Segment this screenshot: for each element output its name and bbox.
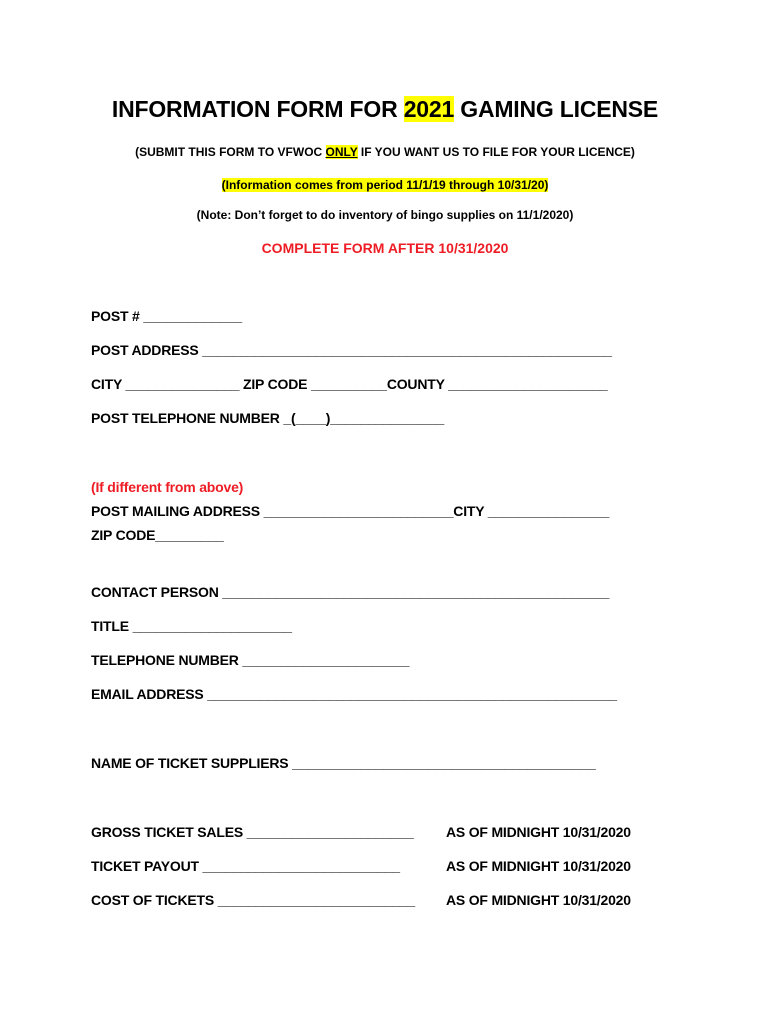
complete-form-note: COMPLETE FORM AFTER 10/31/2020 (261, 240, 509, 256)
form-title (0, 96, 770, 123)
title-suffix: GAMING LICENSE (454, 96, 659, 122)
mailing-zip-field[interactable]: ZIP CODE_________ (91, 527, 224, 543)
subtitle-suffix: IF YOU WANT US TO FILE FOR YOUR LICENCE) (357, 145, 635, 159)
post-telephone-field[interactable]: POST TELEPHONE NUMBER _(____)_______________ (91, 410, 445, 426)
if-different-label: (If different from above) (91, 479, 244, 495)
period-note: (Information comes from period 11/1/19 through 10/31/20) (221, 178, 549, 192)
post-address-field[interactable]: POST ADDRESS ______________________________________________________ (91, 342, 612, 358)
post-number-field[interactable]: POST # _____________ (91, 308, 242, 324)
ticket-payout-field[interactable]: TICKET PAYOUT __________________________ (91, 858, 400, 874)
period-note-wrap (0, 178, 770, 192)
subtitle-only-emphasis: ONLY (325, 145, 358, 159)
title-year-highlight: 2021 (403, 96, 455, 122)
submit-instructions (0, 145, 770, 159)
title-prefix: INFORMATION FORM FOR (111, 96, 404, 122)
contact-person-field[interactable]: CONTACT PERSON ___________________________________________________ (91, 584, 610, 600)
cost-of-tickets-as-of-label: AS OF MIDNIGHT 10/31/2020 (446, 892, 631, 908)
title-field[interactable]: TITLE _____________________ (91, 618, 292, 634)
subtitle-prefix: (SUBMIT THIS FORM TO VFWOC (135, 145, 326, 159)
ticket-payout-as-of-label: AS OF MIDNIGHT 10/31/2020 (446, 858, 631, 874)
email-address-field[interactable]: EMAIL ADDRESS ______________________________________________________ (91, 686, 617, 702)
city-zip-county-field[interactable]: CITY _______________ ZIP CODE __________COUNTY _____________________ (91, 376, 608, 392)
ticket-suppliers-field[interactable]: NAME OF TICKET SUPPLIERS ________________________________________ (91, 755, 596, 771)
mailing-address-field[interactable]: POST MAILING ADDRESS _________________________CITY ________________ (91, 503, 610, 519)
gross-sales-as-of-label: AS OF MIDNIGHT 10/31/2020 (446, 824, 631, 840)
gross-ticket-sales-field[interactable]: GROSS TICKET SALES ______________________ (91, 824, 414, 840)
cost-of-tickets-field[interactable]: COST OF TICKETS __________________________ (91, 892, 415, 908)
inventory-note: (Note: Don’t forget to do inventory of bingo supplies on 11/1/2020) (196, 208, 574, 222)
telephone-field[interactable]: TELEPHONE NUMBER ______________________ (91, 652, 410, 668)
